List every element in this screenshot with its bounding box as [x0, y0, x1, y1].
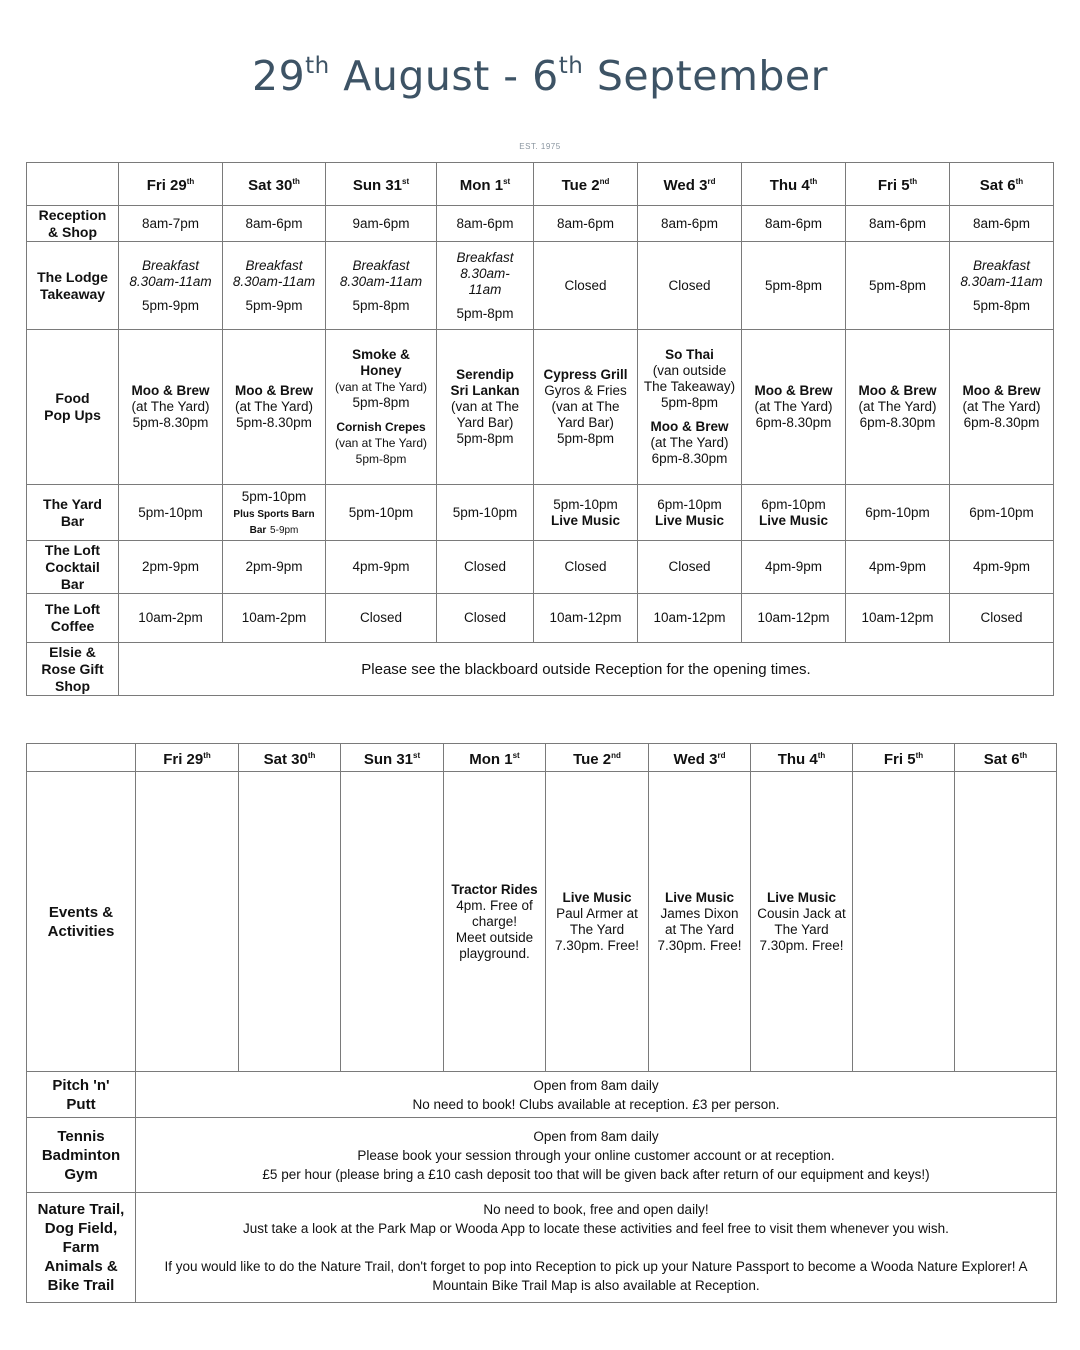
day-header: Thu 4th [751, 744, 853, 772]
row-label-nature: Nature Trail, Dog Field, Farm Animals & Bike Trail [27, 1193, 136, 1303]
table-cell: 5pm-10pm [326, 485, 437, 541]
table-cell: Live Music Cousin Jack at The Yard 7.30pm. Free! [751, 772, 853, 1072]
table-cell: 8am-6pm [223, 206, 326, 242]
table-cell: Cypress Grill Gyros & Fries (van at The Yard Bar) 5pm-8pm [534, 330, 638, 485]
day-header: Sun 31st [326, 163, 437, 206]
day-header: Fri 5th [846, 163, 950, 206]
nature-row [27, 1193, 1057, 1303]
day-header: Sat 30th [223, 163, 326, 206]
day-header: Mon 1st [437, 163, 534, 206]
header-row [27, 163, 1054, 206]
table-cell: 2pm-9pm [223, 541, 326, 594]
table-cell: 5pm-10pm Live Music [534, 485, 638, 541]
table-cell: Closed [437, 541, 534, 594]
day-header: Wed 3rd [638, 163, 742, 206]
header-row [27, 744, 1057, 772]
pitch-row [27, 1072, 1057, 1118]
row-label-food: Food Pop Ups [27, 330, 119, 485]
table-cell: 8am-6pm [534, 206, 638, 242]
gift-shop-row [27, 643, 1054, 696]
pitch-note: Open from 8am daily No need to book! Clubs available at reception. £3 per person. [136, 1072, 1057, 1118]
table-cell: 6pm-10pm [950, 485, 1054, 541]
table-cell: Closed [638, 242, 742, 330]
table-cell: 5pm-8pm [846, 242, 950, 330]
day-header: Fri 29th [119, 163, 223, 206]
day-header: Thu 4th [742, 163, 846, 206]
table-cell: 4pm-9pm [742, 541, 846, 594]
row-label-yard-bar: The Yard Bar [27, 485, 119, 541]
events-row [27, 772, 1057, 1072]
corner-cell [27, 163, 119, 206]
table-cell: 9am-6pm [326, 206, 437, 242]
row-label-tennis: Tennis Badminton Gym [27, 1118, 136, 1193]
day-header: Tue 2nd [534, 163, 638, 206]
table-cell: Moo & Brew (at The Yard) 6pm-8.30pm [846, 330, 950, 485]
table-cell: 8am-6pm [950, 206, 1054, 242]
table-cell: 2pm-9pm [119, 541, 223, 594]
table-cell: 5pm-8pm [742, 242, 846, 330]
reception-row [27, 206, 1054, 242]
day-header: Fri 5th [853, 744, 955, 772]
table-cell [955, 772, 1057, 1072]
table-cell: 8am-6pm [437, 206, 534, 242]
table-cell: 8am-7pm [119, 206, 223, 242]
table-cell: 5pm-10pm Plus Sports Barn Bar 5-9pm [223, 485, 326, 541]
corner-cell [27, 744, 136, 772]
row-label-loft-cocktail: The Loft Cocktail Bar [27, 541, 119, 594]
table-cell: 10am-12pm [534, 594, 638, 643]
table-cell: Breakfast 8.30am-11am 5pm-8pm [950, 242, 1054, 330]
table-cell: 10am-12pm [742, 594, 846, 643]
table-cell: Breakfast 8.30am-11am 5pm-8pm [326, 242, 437, 330]
table-cell: Moo & Brew (at The Yard) 5pm-8.30pm [119, 330, 223, 485]
day-header: Sun 31st [341, 744, 444, 772]
tennis-row [27, 1118, 1057, 1193]
table-cell: 10am-2pm [223, 594, 326, 643]
table-cell: Closed [437, 594, 534, 643]
table-cell: 4pm-9pm [846, 541, 950, 594]
table-cell: 10am-2pm [119, 594, 223, 643]
table-cell: 5pm-10pm [119, 485, 223, 541]
row-label-lodge: The Lodge Takeaway [27, 242, 119, 330]
day-header: Wed 3rd [649, 744, 751, 772]
table-cell: 4pm-9pm [950, 541, 1054, 594]
table-cell: Closed [534, 541, 638, 594]
day-header: Sat 6th [955, 744, 1057, 772]
table-cell: 6pm-10pm Live Music [742, 485, 846, 541]
est-mark: EST. 1975 [519, 142, 561, 151]
table-cell: So Thai (van outside The Takeaway) 5pm-8pm Moo & Brew (at The Yard) 6pm-8.30pm [638, 330, 742, 485]
row-label-pitch: Pitch 'n' Putt [27, 1072, 136, 1118]
yard-bar-row [27, 485, 1054, 541]
table-cell: 8am-6pm [638, 206, 742, 242]
day-header: Fri 29th [136, 744, 239, 772]
day-header: Sat 6th [950, 163, 1054, 206]
lodge-row [27, 242, 1054, 330]
gift-shop-note: Please see the blackboard outside Reception for the opening times. [119, 643, 1054, 696]
table-cell: 5pm-10pm [437, 485, 534, 541]
table-cell: 10am-12pm [638, 594, 742, 643]
table-cell: Closed [534, 242, 638, 330]
table-cell: 8am-6pm [742, 206, 846, 242]
table-cell: Live Music James Dixon at The Yard 7.30pm. Free! [649, 772, 751, 1072]
day-header: Mon 1st [444, 744, 546, 772]
table-cell: Closed [326, 594, 437, 643]
table-cell: 6pm-10pm [846, 485, 950, 541]
table-cell [136, 772, 239, 1072]
table-cell: 10am-12pm [846, 594, 950, 643]
table-cell: 4pm-9pm [326, 541, 437, 594]
table-cell: Smoke & Honey (van at The Yard) 5pm-8pm Cornish Crepes (van at The Yard) 5pm-8pm [326, 330, 437, 485]
food-row [27, 330, 1054, 485]
day-header: Tue 2nd [546, 744, 649, 772]
row-label-loft-coffee: The Loft Coffee [27, 594, 119, 643]
table-cell: Closed [950, 594, 1054, 643]
opening-times-table [26, 162, 1054, 696]
tennis-note: Open from 8am daily Please book your session through your online customer account or at reception. £5 per hour (please bring a £10 cash deposit too that will be given back after return of our equipment and keys!) [136, 1118, 1057, 1193]
table-cell: Breakfast 8.30am-11am 5pm-9pm [223, 242, 326, 330]
table-cell: 8am-6pm [846, 206, 950, 242]
page-title: 29th August - 6th September [251, 52, 828, 100]
table-cell [853, 772, 955, 1072]
table-cell: Closed [638, 541, 742, 594]
row-label-reception: Reception & Shop [27, 206, 119, 242]
table-cell [341, 772, 444, 1072]
table-cell: Live Music Paul Armer at The Yard 7.30pm. Free! [546, 772, 649, 1072]
table-cell: Serendip Sri Lankan (van at The Yard Bar) 5pm-8pm [437, 330, 534, 485]
row-label-events: Events & Activities [27, 772, 136, 1072]
table-cell: 6pm-10pm Live Music [638, 485, 742, 541]
activities-table [26, 743, 1057, 1303]
table-cell: Breakfast 8.30am- 11am 5pm-8pm [437, 242, 534, 330]
table-cell: Tractor Rides 4pm. Free of charge! Meet outside playground. [444, 772, 546, 1072]
table-cell: Moo & Brew (at The Yard) 5pm-8.30pm [223, 330, 326, 485]
loft-coffee-row [27, 594, 1054, 643]
loft-cocktail-row [27, 541, 1054, 594]
row-label-gift-shop: Elsie & Rose Gift Shop [27, 643, 119, 696]
table-cell: Moo & Brew (at The Yard) 6pm-8.30pm [950, 330, 1054, 485]
day-header: Sat 30th [239, 744, 341, 772]
table-cell: Moo & Brew (at The Yard) 6pm-8.30pm [742, 330, 846, 485]
table-cell: Breakfast 8.30am-11am 5pm-9pm [119, 242, 223, 330]
nature-note: No need to book, free and open daily! Just take a look at the Park Map or Wooda App to locate these activities and feel free to visit them whenever you wish. If you would like to do the Nature Trail, don't forget to pop into Reception to pick up your Nature Passport to become a Wooda Nature Explorer! A Mountain Bike Trail Map is also available at Reception. [136, 1193, 1057, 1303]
table-cell [239, 772, 341, 1072]
